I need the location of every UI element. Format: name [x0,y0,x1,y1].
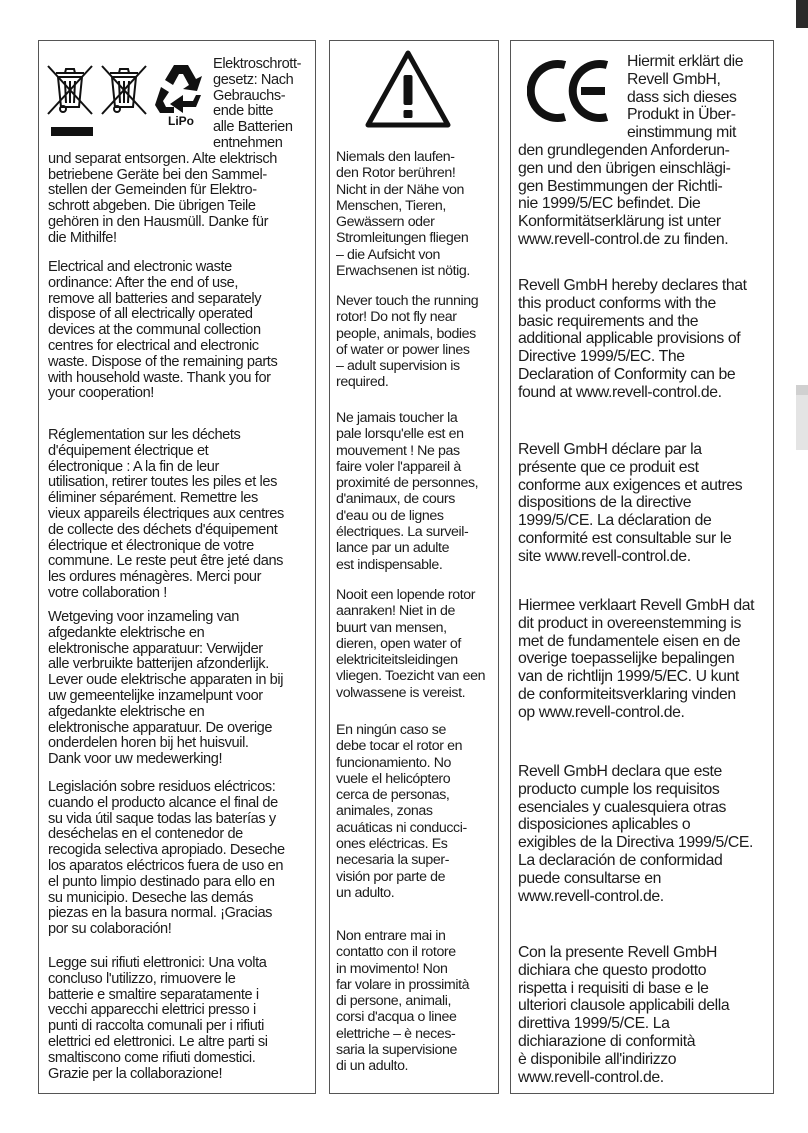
disposal-text-es: Legislación sobre residuos eléctricos: cuando el producto alcance el final de su vida útil saque todas las baterías y deséchelas en el contenedor de recogida selectiva apropiado. Deseche los aparatos eléctricos fuera de uso en el punto limpio destinado para ello en su municipio. Deseche las demás piezas en la basura normal. ¡Gracias por su colaboración! [48,779,285,938]
lipo-label: LiPo [168,114,194,128]
weee-underline-bar [51,127,93,136]
ce-text-en: Revell GmbH hereby declares that this product conforms with the basic requirements and the additional applicable provisions of Directive 1999/5/EC. The Declaration of Conformity can be found at www.revell-control.de. [518,277,747,401]
warning-text-nl: Nooit een lopende rotor aanraken! Niet in de buurt van mensen, dieren, open water of elektriciteitsleidingen vliegen. Toezicht van een volwassene is vereist. [336,587,486,701]
warning-text-it: Non entrare mai in contatto con il rotore in movimento! Non far volare in prossimità di persone, animali, corsi d'acqua o linee elettriche – è neces- saria la supervisione di un adulto. [336,928,470,1075]
warning-text-fr: Ne jamais toucher la pale lorsqu'elle est en mouvement ! Ne pas faire voler l'appareil à proximité de personnes, d'animaux, de cours d'eau ou de lignes électriques. La surveil- lance par un adulte est indispensable. [336,410,479,573]
warning-triangle-icon [364,49,452,129]
disposal-text-de-head: Elektroschrott- gesetz: Nach Gebrauchs- ende bitte alle Batterien entnehmen [213,56,302,151]
disposal-text-en: Electrical and electronic waste ordinance: After the end of use, remove all batteries and separately dispose of all electrically operated devices at the communal collection centres for electrical and electronic waste. Dispose of the remaining parts with household waste. Thank you for your cooperation! [48,259,278,402]
ce-text-es: Revell GmbH declara que este producto cumple los requisitos esenciales y cualesquiera otras disposiciones aplicables o exigibles de la Directiva 1999/5/CE. La declaración de conformidad puede consultarse en www.revell-control.de. [518,763,753,905]
warning-text-de: Niemals den laufen- den Rotor berühren! Nicht in der Nähe von Menschen, Tieren, Gewässern oder Stromleitungen fliegen – die Aufsicht von Erwachsenen ist nötig. [336,149,470,280]
disposal-text-nl: Wetgeving voor inzameling van afgedankte elektrische en elektronische apparatuur: Verwijder alle verbruikte batterijen afzonderlijk. Lever oude elektrische apparaten in bij uw gemeentelijke inzamelpunt voor afgedankte elektrische en elektronische apparatuur. De overige onderdelen horen bij het huisvuil. Dank voor uw medewerking! [48,609,284,768]
lipo-recycling-icon [152,59,210,129]
ce-text-de: den grundlegenden Anforderun- gen und den übrigen einschlägi- gen Bestimmungen der Richtli- nie 1999/5/EC befindet. Die Konformitätserklärung ist unter www.revell-control.de zu finden. [518,142,731,248]
crossed-out-wheelie-bin-icon [45,63,95,117]
disposal-text-fr: Réglementation sur les déchets d'équipement électrique et électronique : A la fin de leur utilisation, retirer toutes les piles et les éliminer séparément. Remettre les vieux appareils électriques aux centres de collecte des déchets d'équipement électrique et électronique de votre commune. Le reste peut être jeté dans les ordures ménagères. Merci pour votre collaboration ! [48,427,284,601]
warning-text-en: Never touch the running rotor! Do not fly near people, animals, bodies of water or power lines – adult supervision is required. [336,293,479,391]
disposal-text-it: Legge sui rifiuti elettronici: Una volta concluso l'utilizzo, rimuovere le batterie e smaltire separatamente i vecchi apparecchi elettrici presso i punti di raccolta comunali per i rifiuti elettrici ed elettronici. Le altre parti si smaltiscono come rifiuti domestici. Grazie per la collaborazione! [48,955,268,1082]
warning-text-es: En ningún caso se debe tocar el rotor en funcionamiento. No vuele el helicóptero cerca de personas, animales, zonas acuáticas ni conducci- ones eléctricas. Es necesaria la super- visión por parte de un adulto. [336,722,467,901]
page-edge-marker-light [796,395,808,450]
warning-column [329,40,499,1094]
ce-text-fr: Revell GmbH déclare par la présente que ce produit est conforme aux exigences et autres dispositions de la directive 1999/5/CE. La déclaration de conformité est consultable sur le site www.revell-control.de. [518,441,743,565]
disposal-text-de: und separat entsorgen. Alte elektrisch betriebene Geräte bei den Sammel- stellen der Gemeinden für Elektro- schrott abgeben. Die übrigen Teile gehören in den Hausmüll. Danke für die Mithilfe! [48,150,277,246]
page-edge-marker [796,385,808,395]
ce-declaration-column [510,40,774,1094]
disposal-column [38,40,316,1094]
ce-text-de-head: Hiermit erklärt die Revell GmbH, dass sich dieses Produkt in Über- einstimmung mit [627,53,744,142]
ce-mark-icon [527,59,613,123]
page-edge-tab [796,0,808,28]
ce-text-it: Con la presente Revell GmbH dichiara che questo prodotto rispetta i requisiti di base e le ulteriori clausole applicabili della direttiva 1999/5/CE. La dichiarazione di conformità è disponibile all'indirizzo www.revell-control.de. [518,944,730,1086]
ce-text-nl: Hiermee verklaart Revell GmbH dat dit product in overeenstemming is met de fundamentele eisen en de overige toepasselijke bepalingen van de richtlijn 1999/5/EC. U kunt de conformiteitsverklaring vinden op www.revell-control.de. [518,597,755,721]
crossed-out-battery-bin-icon [99,63,149,117]
